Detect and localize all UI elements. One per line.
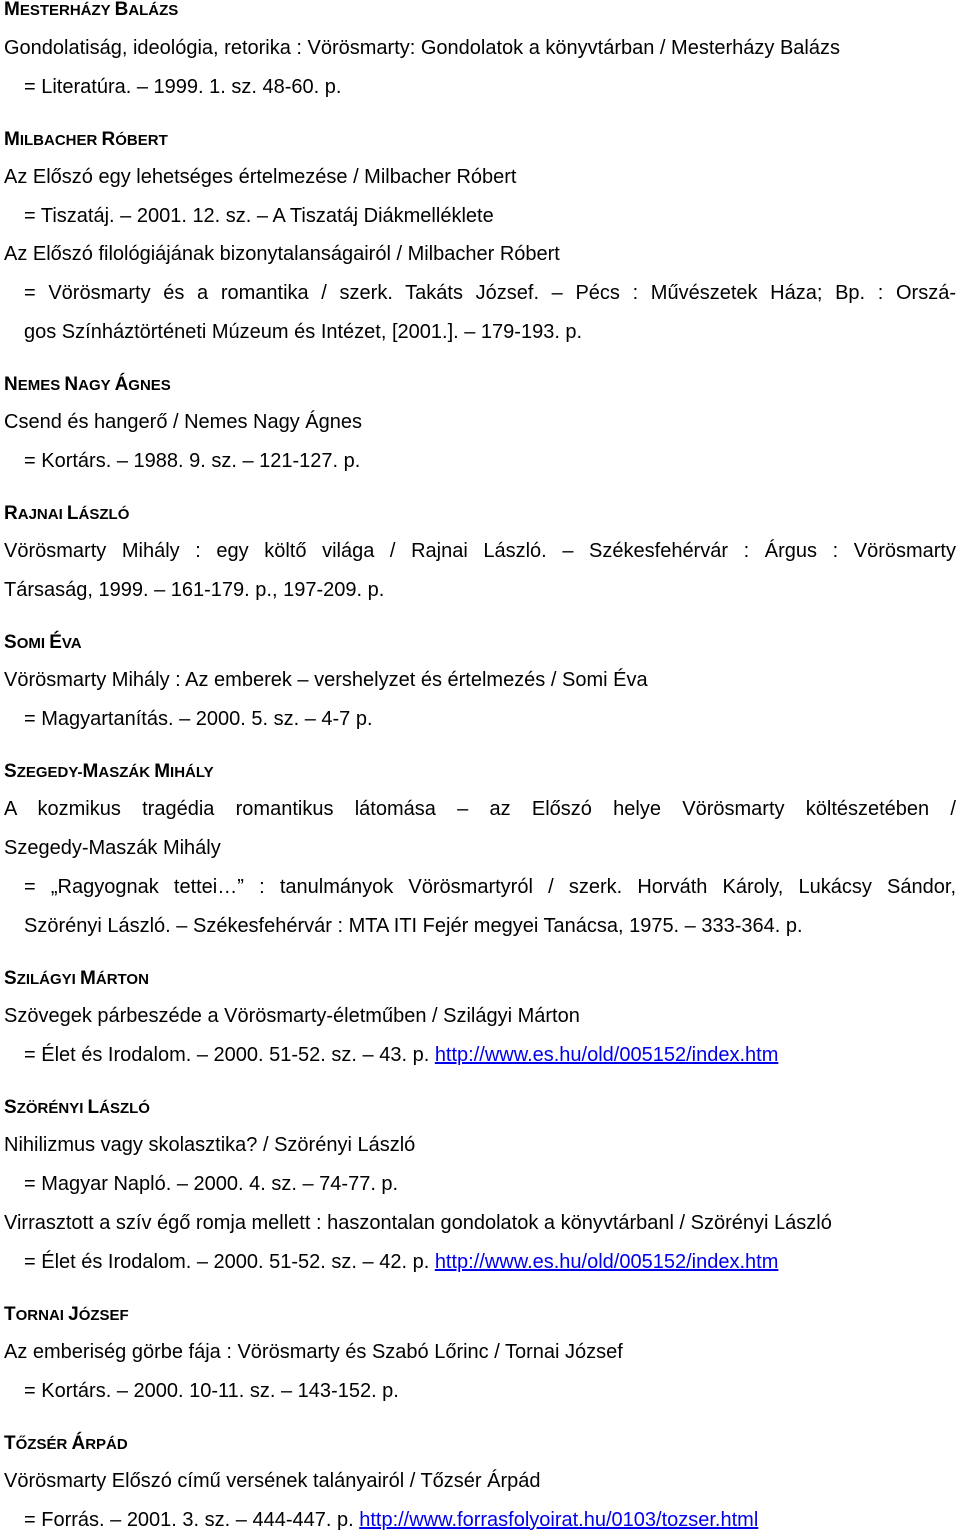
author-heading: TŐZSÉR ÁRPÁD — [4, 1433, 128, 1454]
author-heading: RAJNAI LÁSZLÓ — [4, 503, 130, 524]
entry-title-line: Az Előszó egy lehetséges értelmezése / Milbacher Róbert — [4, 166, 517, 188]
author-heading: MESTERHÁZY BALÁZS — [4, 0, 179, 20]
entry-source-line: = Tiszatáj. – 2001. 12. sz. – A Tiszatáj Diákmelléklete — [24, 205, 494, 227]
entry-source-line — [24, 1250, 778, 1274]
entry-source-line: = Magyar Napló. – 2000. 4. sz. – 74-77. p. — [24, 1173, 399, 1195]
entry-title-line: Vörösmarty Mihály : Az emberek – vershelyzet és értelmezés / Somi Éva — [4, 669, 648, 691]
author-heading: NEMES NAGY ÁGNES — [4, 374, 171, 395]
entry-title-line: Szövegek párbeszéde a Vörösmarty-életműben / Szilágyi Márton — [4, 1005, 580, 1027]
author-heading: SZÖRÉNYI LÁSZLÓ — [4, 1097, 150, 1118]
entry-title-line: Vörösmarty Mihály : egy költő világa / Rajnai László. – Székesfehérvár : Árgus : Vörösmarty — [4, 540, 956, 562]
entry-source-line: = Magyartanítás. – 2000. 5. sz. – 4-7 p. — [24, 708, 373, 730]
author-heading: MILBACHER RÓBERT — [4, 129, 168, 150]
author-heading: SZILÁGYI MÁRTON — [4, 968, 149, 989]
entry-source-line: = Kortárs. – 1988. 9. sz. – 121-127. p. — [24, 450, 361, 472]
entry-title-line: Nihilizmus vagy skolasztika? / Szörényi László — [4, 1134, 416, 1156]
entry-source-line: = „Ragyognak tettei…” : tanulmányok Vörösmartyról / szerk. Horváth Károly, Lukácsy Sándor, — [24, 876, 956, 898]
author-heading: SOMI ÉVA — [4, 632, 82, 653]
source-text: = Élet és Irodalom. – 2000. 51-52. sz. – 42. p. — [24, 1251, 435, 1273]
entry-title-line: Az Előszó filológiájának bizonytalanságairól / Milbacher Róbert — [4, 243, 560, 265]
entry-source-line: = Kortárs. – 2000. 10-11. sz. – 143-152. p. — [24, 1380, 399, 1402]
entry-title-line: Virrasztott a szív égő romja mellett : haszontalan gondolatok a könyvtárbanl / Szörényi László — [4, 1212, 832, 1234]
entry-source-line: gos Színháztörténeti Múzeum és Intézet, [2001.]. – 179-193. p. — [24, 321, 583, 343]
entry-title-line: Csend és hangerő / Nemes Nagy Ágnes — [4, 411, 362, 433]
source-text: = Forrás. – 2001. 3. sz. – 444-447. p. — [24, 1509, 360, 1531]
entry-source-line — [24, 1043, 778, 1067]
author-heading: SZEGEDY-MASZÁK MIHÁLY — [4, 761, 214, 782]
entry-title-line: Vörösmarty Előszó című versének talányairól / Tőzsér Árpád — [4, 1470, 541, 1492]
entry-source-line — [24, 1508, 758, 1532]
entry-source-line: Szörényi László. – Székesfehérvár : MTA ITI Fejér megyei Tanácsa, 1975. – 333-364. p. — [24, 915, 803, 937]
source-link[interactable]: http://www.es.hu/old/005152/index.htm — [434, 1251, 779, 1273]
entry-source-line: = Literatúra. – 1999. 1. sz. 48-60. p. — [24, 76, 342, 98]
entry-title-line: A kozmikus tragédia romantikus látomása – az Előszó helye Vörösmarty költészetében / — [4, 798, 956, 820]
entry-source-line: = Vörösmarty és a romantika / szerk. Takáts József. – Pécs : Művészetek Háza; Bp. : Orszá- — [24, 282, 956, 304]
source-text: = Élet és Irodalom. – 2000. 51-52. sz. – 43. p. — [24, 1044, 435, 1066]
entry-title-line: Gondolatiság, ideológia, retorika : Vörösmarty: Gondolatok a könyvtárban / Mesterházy Balázs — [4, 37, 840, 59]
entry-title-line: Az emberiség görbe fája : Vörösmarty és Szabó Lőrinc / Tornai József — [4, 1341, 623, 1363]
source-link[interactable]: http://www.es.hu/old/005152/index.htm — [434, 1044, 779, 1066]
entry-title-line: Szegedy-Maszák Mihály — [4, 837, 221, 859]
entry-title-line: Társaság, 1999. – 161-179. p., 197-209. p. — [4, 579, 385, 601]
source-link[interactable]: http://www.forrasfolyoirat.hu/0103/tozser.html — [359, 1509, 759, 1531]
author-heading: TORNAI JÓZSEF — [4, 1304, 129, 1325]
